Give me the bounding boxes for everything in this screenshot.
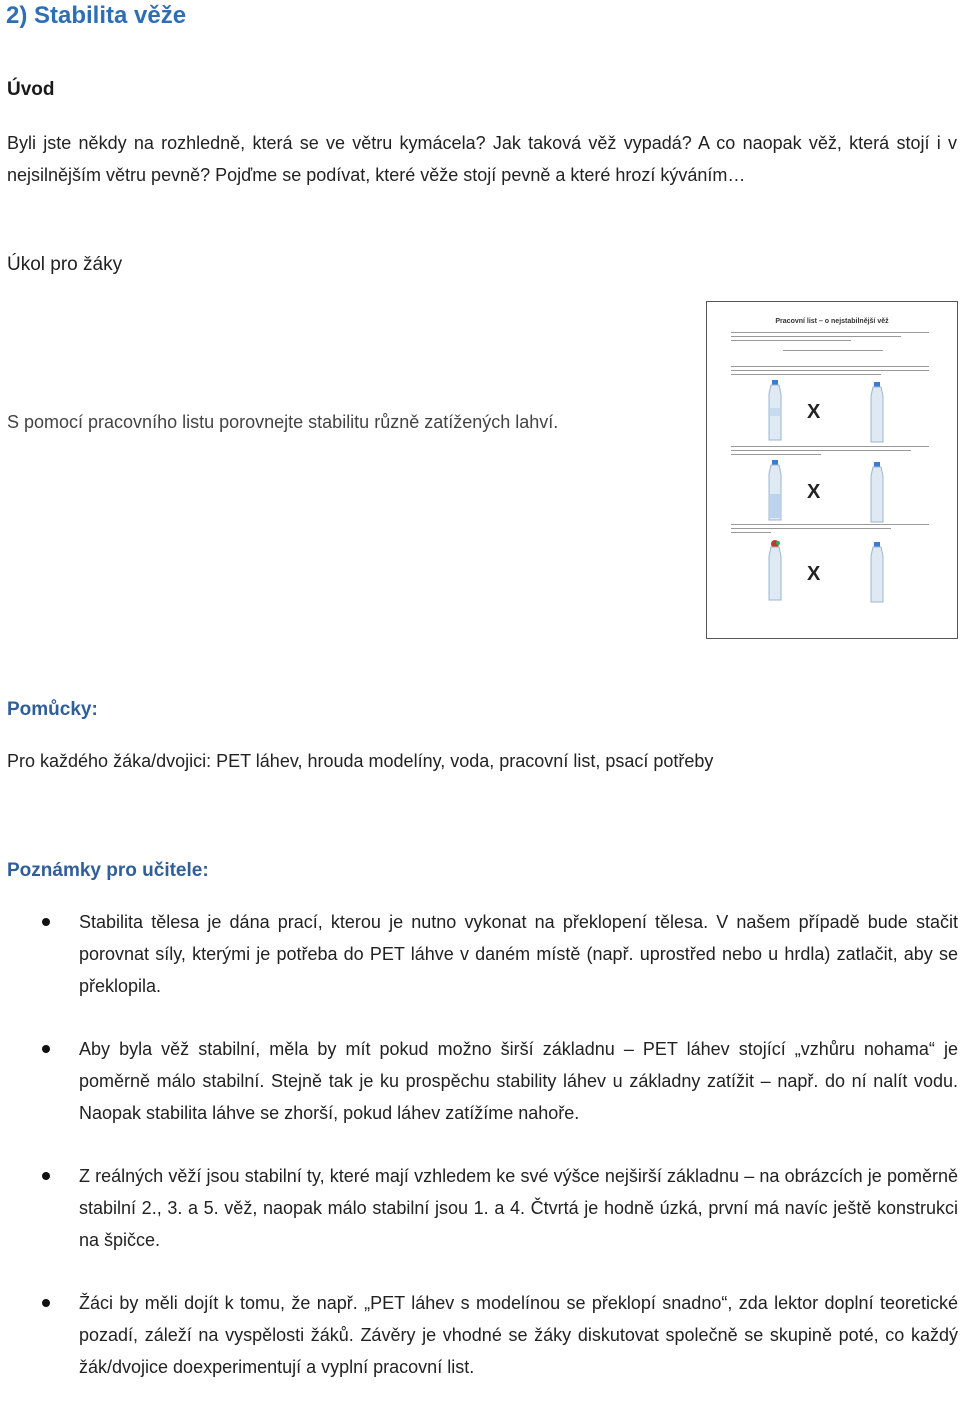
bullet-icon: [42, 1299, 50, 1307]
list-item: [30, 1287, 958, 1383]
list-item-text: Aby byla věž stabilní, měla by mít pokud možno širší základnu – PET láhev stojící „vzhůru nohama“ je poměrně málo stabilní. Stejně tak je ku prospěchu stability láhev u základny zatížit – např. do ní nalít vodu. Naopak stabilita láhve se zhorší, pokud láhev zatížíme nahoře.: [79, 1039, 958, 1123]
x-mark: X: [807, 401, 821, 423]
bottle-icon: [765, 460, 785, 522]
list-item: [30, 1033, 958, 1129]
bullet-icon: [42, 1045, 50, 1053]
task-heading: Úkol pro žáky: [7, 254, 123, 275]
bottle-icon: [867, 542, 887, 604]
bottle-icon: [765, 540, 785, 602]
tools-text: Pro každého žáka/dvojici: PET láhev, hrouda modelíny, voda, pracovní list, psací potřeby: [7, 751, 714, 771]
notes-list: [30, 906, 958, 1414]
list-item: [30, 906, 958, 1002]
bullet-icon: [42, 918, 50, 926]
list-item-text: Stabilita tělesa je dána prací, kterou je nutno vykonat na překlopení tělesa. V našem případě bude stačit porovnat síly, kterými je potřeba do PET láhve v daném místě (např. uprostřed nebo u hrdla) zatlačit, aby se překlopila.: [79, 912, 958, 996]
list-item-text: Z reálných věží jsou stabilní ty, které mají vzhledem ke své výšce nejširší základnu – na obrázcích je poměrně stabilní 2., 3. a 5. věž, naopak málo stabilní jsou 1. a 4. Čtvrtá je hodně úzká, první má navíc ještě konstrukci na špičce.: [79, 1166, 958, 1250]
intro-text: Byli jste někdy na rozhledně, která se ve větru kymácela? Jak taková věž vypadá? A co naopak věž, která stojí i v nejsilnějším větru pevně? Pojďme se podívat, které věže stojí pevně a které hrozí kýváním…: [7, 133, 957, 185]
x-mark: X: [807, 563, 821, 585]
list-item: [30, 1160, 958, 1256]
task-text: S pomocí pracovního listu porovnejte stabilitu různě zatížených lahví.: [7, 412, 559, 432]
list-item-text: Žáci by měli dojít k tomu, že např. „PET láhev s modelínou se překlopí snadno“, zda lektor doplní teoretické pozadí, záleží na vyspělosti žáků. Závěry je vhodné se žáky diskutovat společně se skupině poté, co každý žák/dvojice doexperimentují a vyplní pracovní list.: [79, 1293, 958, 1377]
bottle-icon: [867, 382, 887, 444]
tools-heading: Pomůcky:: [7, 699, 98, 720]
bottle-icon: [765, 380, 785, 442]
bullet-icon: [42, 1172, 50, 1180]
bottle-icon: [867, 462, 887, 524]
notes-heading: Poznámky pro učitele:: [7, 860, 209, 881]
worksheet-thumbnail: [706, 301, 958, 639]
intro-heading: Úvod: [7, 79, 55, 100]
x-mark: X: [807, 481, 821, 503]
section-title: 2) Stabilita věže: [6, 2, 187, 29]
worksheet-title: Pracovní list – o nejstabilnější věž: [775, 318, 889, 325]
